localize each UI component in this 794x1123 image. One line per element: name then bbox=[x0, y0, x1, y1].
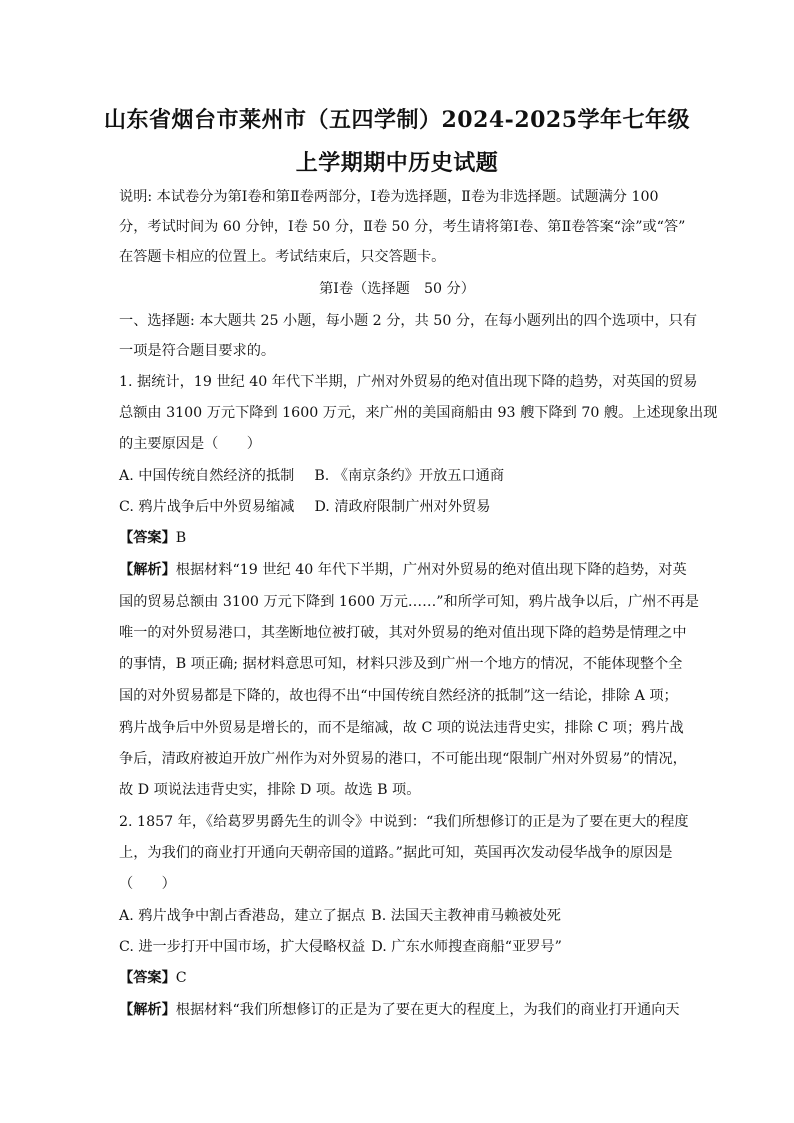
part-intro-line-1: 一、选择题: 本大题共 25 小题，每小题 2 分，共 50 分，在每小题列出的四个选项中，只有 bbox=[119, 313, 698, 329]
q2-stem-line-2: 上，为我们的商业打开通向天朝帝国的道路。”据此可知，英国再次发动侵华战争的原因是 bbox=[119, 845, 673, 861]
q1-option-a: A. 中国传统自然经济的抵制 bbox=[119, 468, 295, 484]
q1-stem-line-3: 的主要原因是（ ） bbox=[119, 436, 261, 452]
q2-option-c: C. 进一步打开中国市场，扩大侵略权益 bbox=[119, 939, 366, 955]
q2-analysis-line-1 bbox=[119, 1000, 679, 1020]
q1-answer bbox=[119, 528, 679, 548]
q1-analysis-text-1: 根据材料“19 世纪 40 年代下半期，广州对外贸易的绝对值出现下降的趋势，对英 bbox=[175, 562, 687, 578]
q1-option-b: B. 《南京条约》开放五口通商 bbox=[314, 468, 505, 484]
q2-option-b: B. 法国天主教神甫马赖被处死 bbox=[371, 908, 561, 924]
q1-analysis-line-7: 争后，清政府被迫开放广州作为对外贸易的港口，不可能出现“限制广州对外贸易”的情况， bbox=[119, 751, 687, 767]
q1-analysis-line-4: 的事情，B 项正确; 据材料意思可知，材料只涉及到广州一个地方的情况，不能体现整个全 bbox=[119, 656, 683, 672]
document-title-line-2: 上学期期中历史试题 bbox=[295, 150, 499, 176]
document-title-line-1: 山东省烟台市莱州市（五四学制）2024-2025学年七年级 bbox=[103, 107, 691, 133]
q1-analysis-line-3: 唯一的对外贸易港口，其垄断地位被打破，其对外贸易的绝对值出现下降的趋势是情理之中 bbox=[119, 625, 687, 641]
q1-analysis-label: 【解析】 bbox=[119, 562, 176, 578]
q2-option-a: A. 鸦片战争中割占香港岛，建立了据点 bbox=[119, 908, 366, 924]
q2-analysis-label: 【解析】 bbox=[119, 1002, 176, 1018]
instructions-line-3: 在答题卡相应的位置上。考试结束后，只交答题卡。 bbox=[119, 249, 446, 265]
q1-option-d: D. 清政府限制广州对外贸易 bbox=[314, 499, 491, 515]
q1-stem-line-2: 总额由 3100 万元下降到 1600 万元，来广州的美国商船由 93 艘下降到 70 艘。上述现象出现 bbox=[119, 405, 718, 421]
q2-answer-label: 【答案】 bbox=[119, 970, 176, 986]
part-intro-line-2: 一项是符合题目要求的。 bbox=[119, 343, 276, 359]
q1-options-row-2 bbox=[119, 497, 679, 517]
q1-stem-line-1: 1. 据统计，19 世纪 40 年代下半期，广州对外贸易的绝对值出现下降的趋势，对英国的贸易 bbox=[119, 374, 698, 390]
q2-stem-line-1: 2. 1857 年，《给葛罗男爵先生的训令》中说到：“我们所想修订的正是为了要在更大的程度 bbox=[119, 814, 689, 830]
q1-analysis-line-5: 国的对外贸易都是下降的，故也得不出“中国传统自然经济的抵制”这一结论，排除 A 项； bbox=[119, 688, 678, 704]
q1-analysis-line-8: 故 D 项说法违背史实，排除 D 项。故选 B 项。 bbox=[119, 782, 421, 798]
q2-option-d: D. 广东水师搜查商船“亚罗号” bbox=[371, 939, 562, 955]
q1-analysis-line-2: 国的贸易总额由 3100 万元下降到 1600 万元……”和所学可知，鸦片战争以后，广州不再是 bbox=[119, 594, 699, 610]
q1-answer-value: B bbox=[175, 530, 187, 546]
q1-option-c: C. 鸦片战争后中外贸易缩减 bbox=[119, 499, 295, 515]
instructions-line-1: 说明: 本试卷分为第Ⅰ卷和第Ⅱ卷两部分，Ⅰ卷为选择题，Ⅱ卷为非选择题。试题满分 100 bbox=[119, 189, 659, 205]
q2-analysis-text-1: 根据材料“我们所想修订的正是为了要在更大的程度上，为我们的商业打开通向天 bbox=[175, 1002, 680, 1018]
q1-answer-label: 【答案】 bbox=[119, 530, 176, 546]
q2-answer-value: C bbox=[175, 970, 187, 986]
q1-options-row-1 bbox=[119, 466, 679, 486]
q2-options-row-1 bbox=[119, 906, 679, 926]
q2-answer bbox=[119, 968, 679, 988]
q1-analysis-line-6: 鸦片战争后中外贸易是增长的，而不是缩减，故 C 项的说法违背史实，排除 C 项；鸦片战 bbox=[119, 720, 684, 736]
q2-options-row-2 bbox=[119, 937, 679, 957]
section-heading: 第Ⅰ卷（选择题 50 分） bbox=[319, 281, 475, 297]
q2-stem-line-3: （ ） bbox=[119, 876, 176, 892]
q1-analysis-line-1 bbox=[119, 560, 687, 580]
instructions-line-2: 分，考试时间为 60 分钟，Ⅰ卷 50 分，Ⅱ卷 50 分，考生请将第Ⅰ卷、第Ⅱ卷答案“涂”或“答” bbox=[119, 219, 686, 235]
